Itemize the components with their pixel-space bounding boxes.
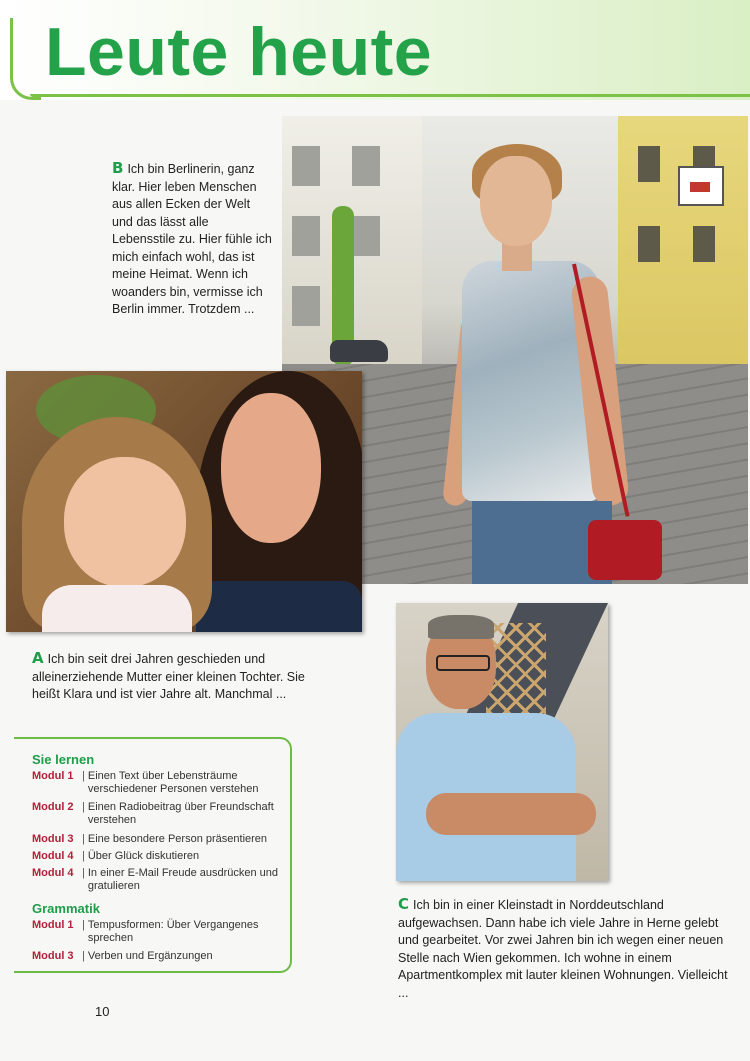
learn-item [32, 833, 290, 846]
page-title: Leute heute [45, 14, 433, 90]
modul-label: Modul 1 [32, 770, 74, 782]
page-number: 10 [95, 1004, 110, 1019]
text-a [32, 650, 322, 704]
header-curve-decoration [10, 18, 41, 100]
photo-mother-daughter [6, 371, 362, 632]
separator: | [82, 833, 85, 845]
man-hair [428, 615, 494, 639]
mother-face [221, 393, 321, 543]
modul-label: Modul 4 [32, 850, 74, 862]
shop-sign [678, 166, 724, 206]
grammar-item-text: Tempusformen: Über Vergangenes sprechen [87, 919, 259, 944]
section-letter-c: C [398, 895, 410, 913]
grammar-item-text: Verben und Ergänzungen [87, 950, 213, 962]
learn-item [32, 801, 290, 827]
modul-label: Modul 1 [32, 919, 74, 931]
man-crossed-arms [426, 793, 596, 835]
separator: | [82, 867, 85, 879]
learn-item-text: Einen Text über Lebensträume verschiedener Personen verstehen [87, 770, 259, 795]
text-b [112, 160, 272, 319]
learn-item-text: Eine besondere Person präsentieren [87, 833, 268, 845]
woman-face [480, 156, 552, 246]
text-c [398, 896, 738, 1002]
mother-shirt [196, 581, 362, 632]
text-a-body: Ich bin seit drei Jahren geschieden und alleinerziehende Mutter einer kleinen Tochter. Sie heißt Klara und ist vier Jahre alt. Manchmal ... [32, 652, 305, 701]
photo-man [396, 603, 608, 881]
learn-heading: Sie lernen [32, 752, 95, 767]
text-c-body: Ich bin in einer Kleinstadt in Norddeutschland aufgewachsen. Dann habe ich viele Jahre in Herne gelebt und gearbeitet. Vor zwei Jahren bin ich wegen einer neuen Stelle nach Wien gekommen. Ich wohne in einem Apartmentkomplex mit lauter kleinen Wohnungen. Vielleicht ... [398, 898, 728, 1000]
separator: | [82, 770, 85, 782]
car [330, 340, 388, 362]
section-letter-a: A [32, 649, 44, 667]
learn-item [32, 770, 290, 796]
glasses [436, 655, 490, 671]
separator: | [82, 950, 85, 962]
grammar-item [32, 919, 290, 945]
separator: | [82, 919, 85, 931]
section-letter-b: B [112, 159, 124, 177]
learn-item-text: Über Glück diskutieren [87, 850, 200, 862]
separator: | [82, 801, 85, 813]
learn-item [32, 867, 290, 893]
modul-label: Modul 3 [32, 950, 74, 962]
header-underline [30, 94, 750, 97]
text-b-body: Ich bin Berlinerin, ganz klar. Hier leben Menschen aus allen Ecken der Welt und das lässt alle Lebensstile zu. Hier fühle ich mich einfach wohl, das ist meine Heimat. Wenn ich woanders bin, vermisse ich Berlin immer. Trotzdem ... [112, 162, 272, 316]
learn-item-text: Einen Radiobeitrag über Freundschaft verstehen [87, 801, 274, 826]
learn-item-text: In einer E-Mail Freude ausdrücken und gratulieren [87, 867, 279, 892]
learn-item [32, 850, 290, 863]
grammar-item [32, 950, 290, 963]
modul-label: Modul 4 [32, 867, 74, 879]
modul-label: Modul 2 [32, 801, 74, 813]
grammar-heading: Grammatik [32, 901, 100, 916]
daughter-shirt [42, 585, 192, 632]
red-handbag [588, 520, 662, 580]
daughter-face [64, 457, 186, 587]
separator: | [82, 850, 85, 862]
building-right [618, 116, 748, 406]
modul-label: Modul 3 [32, 833, 74, 845]
